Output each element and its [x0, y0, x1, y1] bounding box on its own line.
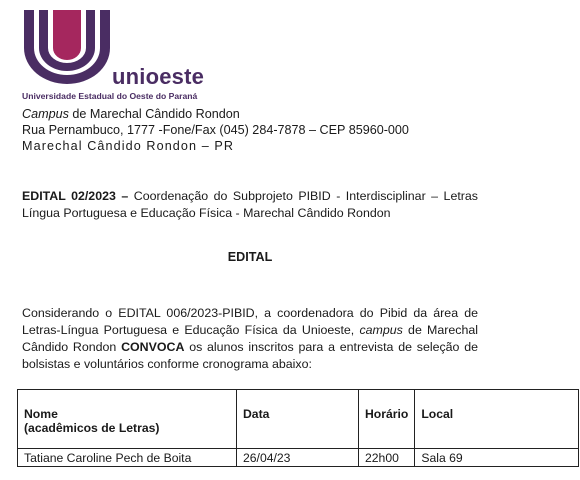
campus-address [22, 106, 409, 154]
schedule-table [17, 389, 579, 467]
cell-date: 26/04/23 [237, 449, 359, 467]
logo-full-name: Universidade Estadual do Oeste do Paraná [22, 91, 198, 101]
edital-title: EDITAL [227, 250, 273, 264]
table-header-row [18, 390, 579, 449]
edital-heading: EDITAL 02/2023 – Coordenação do Subprojeto PIBID - Interdisciplinar – Letras Língua Portuguesa e Educação Física - Marechal Cândido Rondon [22, 189, 478, 220]
header-time: Horário [359, 390, 415, 449]
unioeste-emblem-icon [22, 8, 112, 88]
address-line-3: Marechal Cândido Rondon – PR [22, 139, 235, 153]
cell-time: 22h00 [359, 449, 415, 467]
address-line-1: Campus de Marechal Cândido Rondon [22, 107, 240, 121]
logo-name: unioeste [112, 64, 205, 89]
cell-place: Sala 69 [415, 449, 579, 467]
header-date: Data [237, 390, 359, 449]
address-line-2: Rua Pernambuco, 1777 -Fone/Fax (045) 284-7878 – CEP 85960-000 [22, 123, 409, 137]
cell-name: Tatiane Caroline Pech de Boita [18, 449, 237, 467]
unioeste-logo [22, 8, 205, 101]
body-paragraph: Considerando o EDITAL 006/2023-PIBID, a coordenadora do Pibid da área de Letras-Língua Portuguesa e Educação Física da Unioeste, campus de Marechal Cândido Rondon CONVOCA os alunos inscritos para a entrevista de seleção de bolsistas e voluntários conforme cronograma abaixo: [22, 306, 478, 371]
table-row [18, 449, 579, 467]
header-name: Nome (acadêmicos de Letras) [18, 390, 237, 449]
header-place: Local [415, 390, 579, 449]
